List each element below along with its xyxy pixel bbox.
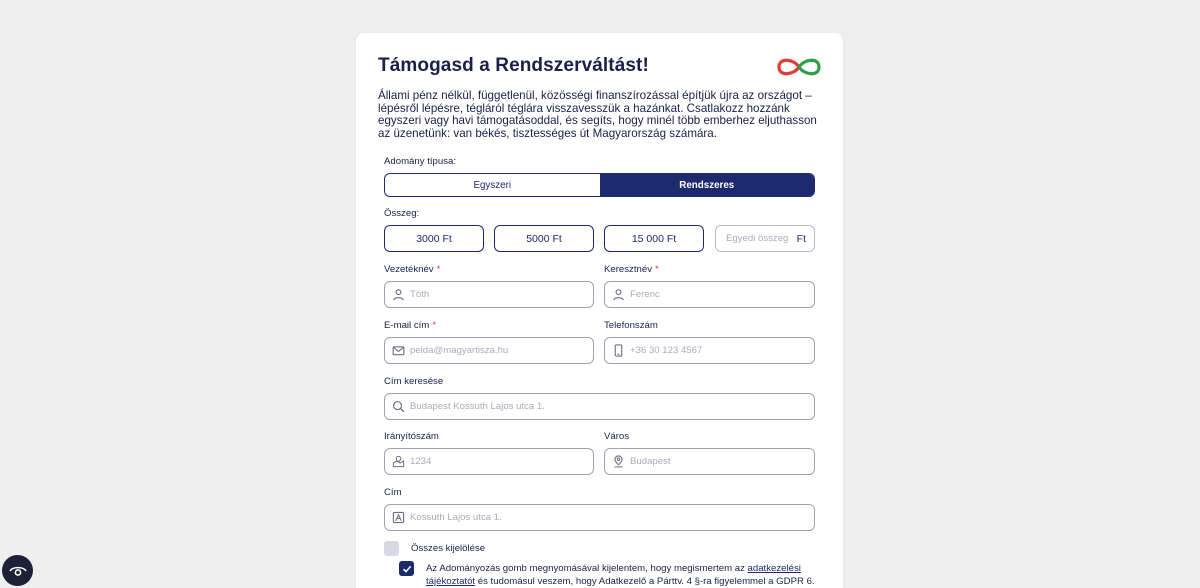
intro-text: Állami pénz nélkül, függetlenül, közösségi finanszírozással építjük újra az országot – lépésről lépésre, tégláról téglára visszavesszük a hazánkat. Csatlakozz hozzánk egyszeri vagy havi támogatásoddal, és segíts, hogy minél több emberhez eljuthasson az üzenetünk: van békés, tisztességes út Magyarország számára. xyxy=(378,89,817,140)
user-icon xyxy=(612,288,625,301)
city-input[interactable] xyxy=(630,456,814,467)
address-label: Cím xyxy=(384,487,402,498)
email-field xyxy=(384,337,594,364)
accessibility-fab[interactable] xyxy=(2,555,33,586)
user-icon xyxy=(392,288,405,301)
phone-input[interactable] xyxy=(630,345,814,356)
custom-amount-box xyxy=(715,225,815,252)
city-label: Város xyxy=(604,431,630,442)
infinity-logo-icon xyxy=(776,55,822,79)
email-label: E-mail cím * xyxy=(384,320,437,331)
privacy-policy-link[interactable]: adatkezelési tájékoztatót xyxy=(426,563,801,587)
required-mark: * xyxy=(655,264,659,275)
first-name-label: Keresztnév * xyxy=(604,264,659,275)
phone-icon xyxy=(612,344,625,357)
amount-3000-button[interactable]: 3000 Ft xyxy=(384,225,484,252)
donation-card xyxy=(356,33,843,588)
zip-label: Irányítószám xyxy=(384,431,439,442)
zip-field xyxy=(384,448,594,475)
page-title: Támogasd a Rendszerváltást! xyxy=(378,55,649,76)
phone-label: Telefonszám xyxy=(604,320,658,331)
email-input[interactable] xyxy=(410,345,593,356)
last-name-input[interactable] xyxy=(410,289,593,300)
donation-type-label: Adomány típusa: xyxy=(384,156,456,167)
first-name-input[interactable] xyxy=(630,289,814,300)
amount-5000-button[interactable]: 5000 Ft xyxy=(494,225,594,252)
amount-15000-button[interactable]: 15 000 Ft xyxy=(604,225,704,252)
required-mark: * xyxy=(436,264,441,275)
address-search-label: Cím keresése xyxy=(384,376,444,387)
mail-icon xyxy=(392,344,405,357)
zip-input[interactable] xyxy=(410,456,593,467)
address-search-input[interactable] xyxy=(410,401,814,412)
address-icon xyxy=(392,511,405,524)
donation-type-toggle xyxy=(384,173,815,197)
required-mark: * xyxy=(432,320,437,331)
postal-icon xyxy=(392,455,405,468)
city-field xyxy=(604,448,815,475)
privacy-consent-text: Az Adományozás gomb megnyomásával kijelentem, hogy megismertem az adatkezelési tájékoztatót és tudomásul veszem, hogy Adatkezelő a Párttv. 4 §-ra figyelemmel a GDPR 6. xyxy=(426,563,815,587)
amount-label: Összeg: xyxy=(384,208,420,219)
select-all-checkbox[interactable] xyxy=(384,541,399,556)
checkmark-icon xyxy=(402,564,412,574)
custom-amount-input[interactable] xyxy=(726,233,794,244)
search-icon xyxy=(392,400,405,413)
address-search-field xyxy=(384,393,815,420)
address-field xyxy=(384,504,815,531)
location-pin-icon xyxy=(612,455,625,468)
donation-type-one-time[interactable]: Egyszeri xyxy=(473,179,512,191)
address-input[interactable] xyxy=(410,512,814,523)
select-all-label: Összes kijelölése xyxy=(411,543,486,554)
first-name-field xyxy=(604,281,815,308)
donation-type-recurring[interactable]: Rendszeres xyxy=(600,174,815,196)
last-name-field xyxy=(384,281,594,308)
phone-field xyxy=(604,337,815,364)
last-name-label: Vezetéknév * xyxy=(384,264,441,275)
currency-label: Ft xyxy=(796,232,806,245)
open-eye-icon xyxy=(9,565,27,577)
privacy-consent-checkbox[interactable] xyxy=(399,561,414,576)
